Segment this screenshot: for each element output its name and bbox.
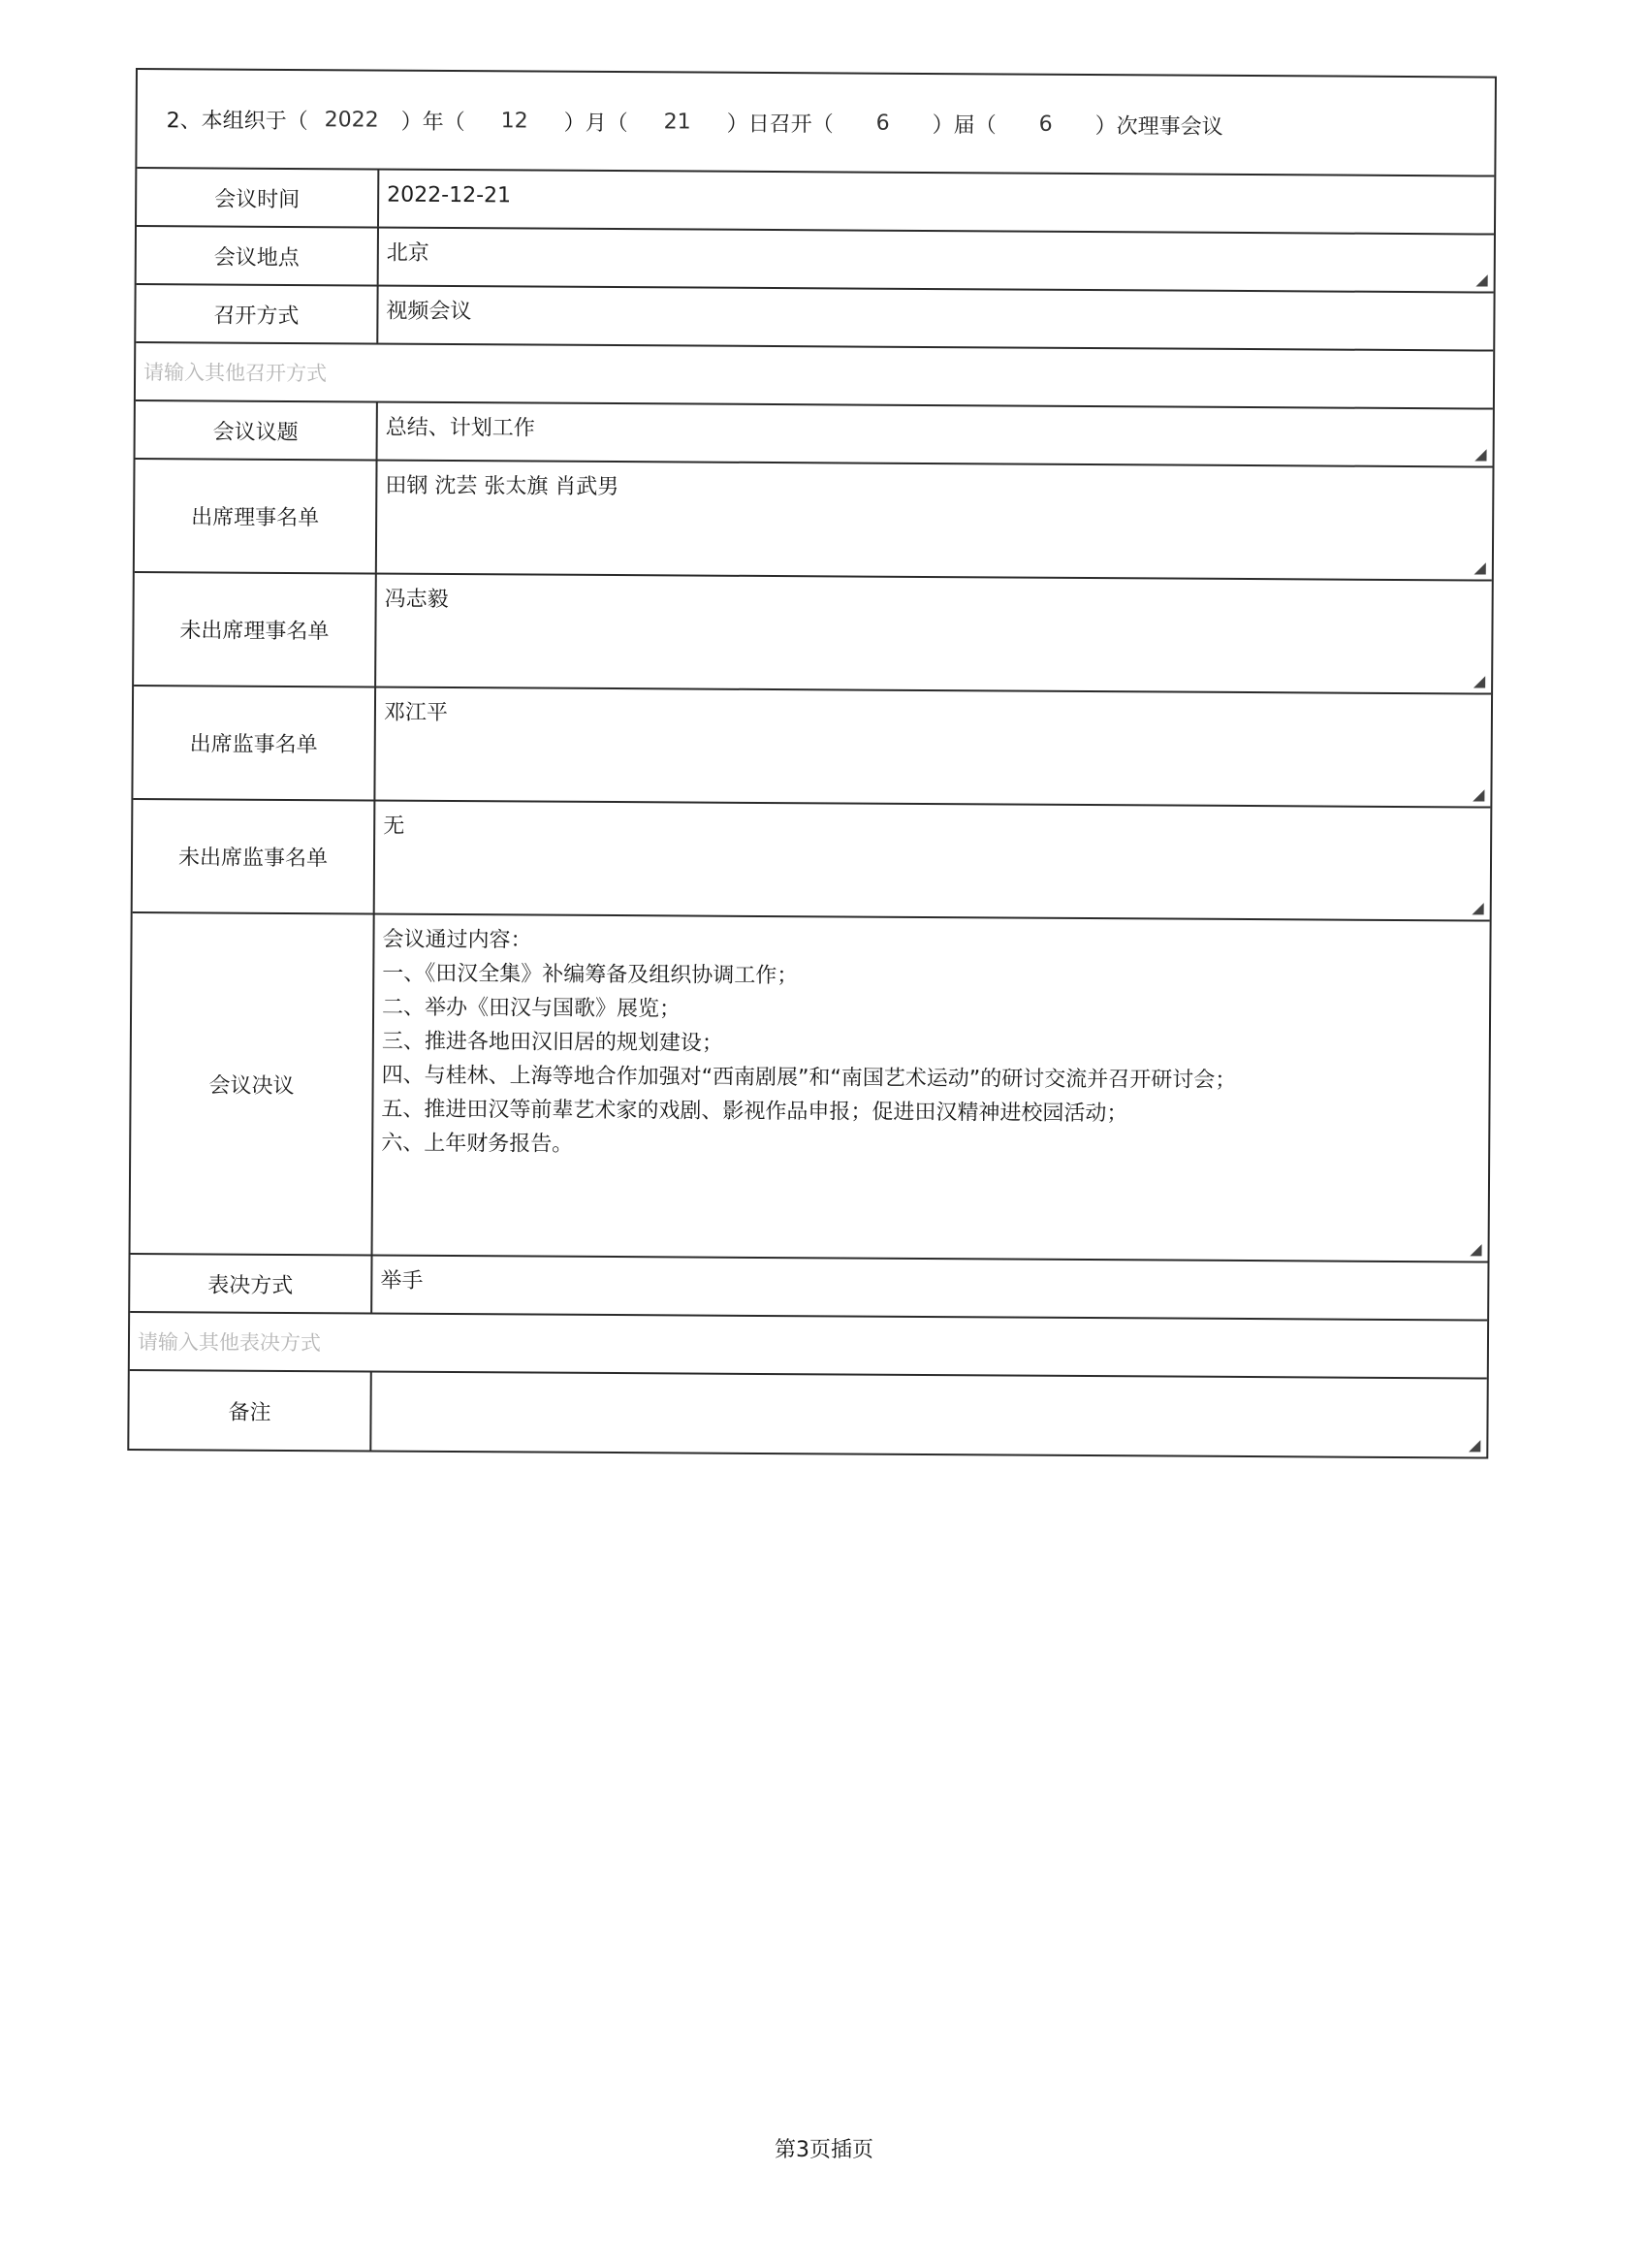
absent-supervisors-value: 无 — [383, 814, 405, 839]
meeting-topic-field[interactable] — [378, 403, 1493, 466]
meeting-topic-label: 会议议题 — [136, 401, 378, 460]
resize-handle-icon[interactable]: ◢ — [1468, 1435, 1481, 1454]
row-meeting-time — [137, 169, 1494, 236]
meeting-method-label: 召开方式 — [136, 285, 378, 343]
page-footer: 第3页插页 — [775, 2138, 873, 2162]
meeting-form — [127, 68, 1497, 1459]
day-field[interactable]: 21 — [663, 109, 691, 134]
resolution-line: 会议通过内容： — [382, 927, 532, 953]
resize-handle-icon[interactable]: ◢ — [1472, 898, 1484, 917]
absent-directors-value: 冯志毅 — [384, 587, 449, 612]
resolution-field[interactable] — [373, 915, 1490, 1262]
attending-supervisors-label: 出席监事名单 — [133, 687, 376, 800]
row-meeting-method — [136, 285, 1493, 352]
meeting-method-field[interactable]: 视频会议 — [386, 299, 472, 325]
resize-handle-icon[interactable]: ◢ — [1474, 558, 1486, 577]
resolution-line: 四、与桂林、上海等地合作加强对“西南剧展”和“南国艺术运动”的研讨交流并召开研讨会； — [381, 1063, 1237, 1093]
row-absent-directors — [134, 573, 1492, 695]
absent-supervisors-label: 未出席监事名单 — [133, 800, 376, 913]
intro-day-suffix: ）日召开（ — [726, 112, 834, 137]
resize-handle-icon[interactable]: ◢ — [1473, 671, 1486, 690]
other-method-input[interactable]: 请输入其他召开方式 — [136, 343, 1493, 410]
session-field[interactable]: 6 — [875, 111, 890, 136]
attending-supervisors-value: 邓江平 — [383, 700, 449, 725]
resolution-label: 会议决议 — [131, 913, 375, 1255]
row-resolution — [131, 913, 1490, 1263]
intro-count-suffix: ）次理事会议 — [1094, 113, 1223, 140]
resize-handle-icon[interactable]: ◢ — [1473, 784, 1485, 804]
row-attending-supervisors — [133, 687, 1491, 809]
attending-directors-value: 田钢 沈芸 张太旗 肖武男 — [385, 473, 619, 500]
row-remarks — [129, 1371, 1486, 1457]
row-vote-method — [130, 1255, 1487, 1322]
resolution-line: 五、推进田汉等前辈艺术家的戏剧、影视作品申报；促进田汉精神进校园活动； — [381, 1097, 1128, 1127]
resolution-line: 一、《田汉全集》补编筹备及组织协调工作； — [382, 961, 799, 989]
attending-supervisors-field[interactable] — [375, 688, 1491, 807]
row-attending-directors — [135, 460, 1493, 582]
resolution-line: 二、举办《田汉与国歌》展览； — [382, 995, 681, 1022]
remarks-field[interactable] — [371, 1373, 1486, 1457]
attending-directors-label: 出席理事名单 — [135, 460, 378, 573]
meeting-time-field[interactable]: 2022-12-21 — [387, 182, 512, 208]
resize-handle-icon[interactable]: ◢ — [1475, 270, 1488, 289]
intro-prefix: 2、本组织于（ — [166, 108, 308, 134]
count-field[interactable]: 6 — [1038, 112, 1053, 137]
meeting-place-label: 会议地点 — [137, 227, 379, 285]
intro-month-suffix: ）月（ — [563, 111, 628, 136]
row-absent-supervisors — [133, 800, 1491, 922]
resize-handle-icon[interactable]: ◢ — [1470, 1239, 1482, 1259]
meeting-place-field[interactable] — [379, 229, 1494, 292]
other-vote-input[interactable]: 请输入其他表决方式 — [130, 1313, 1487, 1380]
meeting-intro-line — [137, 70, 1495, 177]
attending-directors-field[interactable] — [377, 462, 1493, 580]
absent-supervisors-field[interactable] — [375, 802, 1491, 920]
row-meeting-place — [137, 227, 1494, 294]
remarks-label: 备注 — [129, 1371, 371, 1451]
meeting-time-label: 会议时间 — [137, 169, 379, 227]
meeting-topic-value: 总结、计划工作 — [385, 415, 535, 441]
absent-directors-field[interactable] — [376, 575, 1492, 693]
meeting-place-value: 北京 — [386, 240, 429, 266]
month-field[interactable]: 12 — [500, 108, 528, 133]
intro-session-suffix: ）届（ — [932, 112, 997, 138]
vote-method-field[interactable]: 举手 — [380, 1268, 424, 1294]
resize-handle-icon[interactable]: ◢ — [1474, 444, 1487, 463]
resolution-line: 三、推进各地田汉旧居的规划建设； — [381, 1029, 723, 1056]
year-field[interactable]: 2022 — [324, 107, 379, 133]
absent-directors-label: 未出席理事名单 — [134, 573, 377, 687]
vote-method-label: 表决方式 — [130, 1255, 372, 1313]
row-meeting-topic — [136, 401, 1493, 468]
intro-year-suffix: ）年（ — [400, 110, 465, 135]
resolution-line: 六、上年财务报告。 — [381, 1131, 574, 1157]
